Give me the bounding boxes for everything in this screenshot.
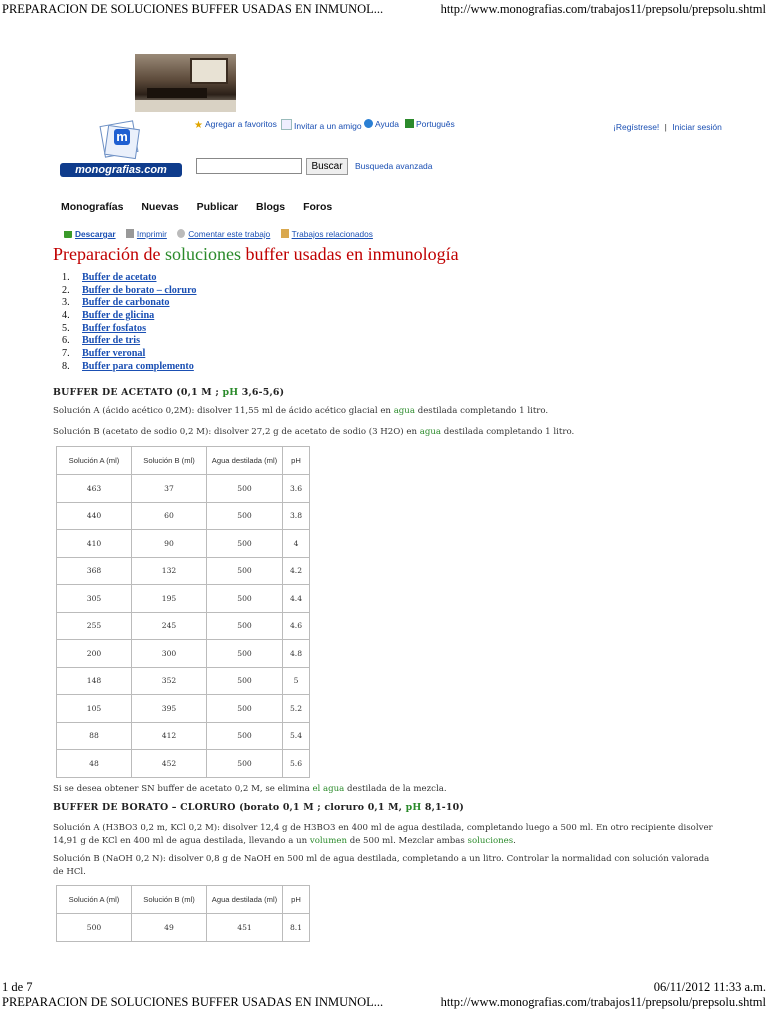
print-header-title: PREPARACION DE SOLUCIONES BUFFER USADAS EN INMUNOL... — [2, 995, 384, 1009]
soluciones-link[interactable]: soluciones — [467, 836, 514, 846]
agua-link[interactable]: agua — [419, 427, 442, 437]
table-cell: 368 — [57, 557, 132, 585]
borato-solution-b: Solución B (NaOH 0,2 N): disolver 0,8 g de NaOH en 500 ml de agua destilada, completando a un litro. Controlar la normalidad con solución valorada de HCl. — [53, 854, 710, 877]
column-header: pH — [283, 886, 310, 914]
download-label: Descargar — [75, 229, 116, 239]
column-header: Agua destilada (ml) — [207, 886, 283, 914]
envelope-icon — [281, 119, 292, 130]
help-label: Ayuda — [375, 119, 399, 129]
related-link[interactable] — [281, 229, 377, 239]
table-cell: 200 — [57, 640, 132, 668]
heading-text: 3,6-5,6) — [238, 387, 285, 398]
acetato-solution-a — [53, 405, 713, 418]
toc-item — [62, 272, 197, 285]
nav-blogs[interactable]: Blogs — [255, 201, 286, 213]
toc-number: 7. — [62, 348, 70, 360]
table-cell: 463 — [57, 475, 132, 503]
table-cell: 500 — [57, 914, 132, 942]
table-cell: 500 — [207, 557, 283, 585]
para-text: de 500 ml. Mezclar ambas — [347, 836, 468, 846]
toc-number: 8. — [62, 360, 70, 372]
favorites-label: Agregar a favoritos — [205, 119, 277, 129]
toc-number: 5. — [62, 322, 70, 334]
borato-solution-a — [53, 822, 713, 848]
invite-label: Invitar a un amigo — [294, 121, 362, 131]
table-cell: 4.6 — [283, 612, 310, 640]
table-cell: 8.1 — [283, 914, 310, 942]
table-row — [57, 530, 310, 558]
account-links — [613, 122, 722, 132]
table-cell: 500 — [207, 502, 283, 530]
table-cell: 148 — [57, 667, 132, 695]
comment-label: Comentar este trabajo — [188, 229, 271, 239]
column-header: pH — [283, 447, 310, 475]
table-cell: 500 — [207, 585, 283, 613]
related-label: Trabajos relacionados — [291, 229, 373, 239]
acetato-solution-b — [53, 426, 713, 439]
table-cell: 255 — [57, 612, 132, 640]
table-cell: 4.4 — [283, 585, 310, 613]
para-text: destilada completando 1 litro. — [414, 406, 549, 416]
toc-item — [62, 297, 197, 310]
toc-number: 6. — [62, 335, 70, 347]
borato-table — [56, 885, 310, 942]
para-text: Solución A (ácido acético 0,2M): disolver 11,55 ml de ácido acético glacial en — [53, 406, 394, 416]
toc-item — [62, 323, 197, 336]
print-datetime: 06/11/2012 11:33 a.m. — [653, 980, 766, 994]
column-header: Solución A (ml) — [57, 886, 132, 914]
favorites-link[interactable] — [194, 119, 277, 129]
nav-nuevas[interactable]: Nuevas — [141, 201, 179, 213]
page-title — [53, 244, 459, 265]
table-row — [57, 750, 310, 778]
table-cell: 352 — [132, 667, 207, 695]
table-cell: 5.4 — [283, 722, 310, 750]
account-separator: | — [664, 122, 667, 132]
logo-text: monografias.com — [60, 163, 182, 177]
table-row — [57, 612, 310, 640]
toc-number: 1. — [62, 272, 70, 283]
table-cell: 3.8 — [283, 502, 310, 530]
toc-item — [62, 348, 197, 361]
site-logo[interactable] — [60, 121, 182, 179]
banner-photo — [135, 54, 236, 112]
volumen-link[interactable]: volumen — [309, 836, 347, 846]
nav-foros[interactable]: Foros — [303, 201, 333, 213]
para-text: . — [513, 836, 516, 846]
table-cell: 105 — [57, 695, 132, 723]
toc-link[interactable]: Buffer de acetato — [82, 272, 157, 283]
print-header-title: PREPARACION DE SOLUCIONES BUFFER USADAS EN INMUNOL... — [2, 2, 384, 16]
page-number: 1 de 7 — [2, 980, 33, 994]
acetato-note — [53, 783, 713, 796]
table-row — [57, 695, 310, 723]
register-link[interactable]: ¡Regístrese! — [613, 122, 660, 132]
column-header: Solución A (ml) — [57, 447, 132, 475]
table-cell: 88 — [57, 722, 132, 750]
para-text: destilada completando 1 litro. — [441, 427, 575, 437]
table-cell: 245 — [132, 612, 207, 640]
download-link[interactable] — [64, 229, 120, 239]
flag-icon — [405, 119, 414, 128]
para-text: destilada de la mezcla. — [344, 784, 447, 794]
print-label: Imprimir — [136, 229, 167, 239]
table-cell: 452 — [132, 750, 207, 778]
main-nav — [61, 201, 347, 213]
acetato-table — [56, 446, 310, 778]
title-part-3: buffer usadas en inmunología — [240, 244, 459, 264]
logo-m-icon: m — [114, 129, 130, 145]
login-link[interactable]: Iniciar sesión — [672, 122, 722, 132]
advanced-search-link[interactable]: Busqueda avanzada — [355, 161, 433, 171]
table-cell: 395 — [132, 695, 207, 723]
agua-link[interactable]: agua — [393, 406, 415, 416]
star-icon: ★ — [194, 120, 203, 131]
search-input[interactable] — [196, 158, 302, 174]
table-row — [57, 557, 310, 585]
table-cell: 305 — [57, 585, 132, 613]
table-cell: 500 — [207, 640, 283, 668]
table-cell: 90 — [132, 530, 207, 558]
toc-link[interactable]: Buffer veronal — [82, 348, 146, 360]
help-link[interactable] — [364, 119, 399, 129]
print-link[interactable] — [126, 229, 171, 239]
document-icon — [281, 229, 289, 238]
table-cell: 440 — [57, 502, 132, 530]
agua-link[interactable]: el agua — [312, 784, 345, 794]
table-row — [57, 722, 310, 750]
table-cell: 500 — [207, 695, 283, 723]
table-cell: 195 — [132, 585, 207, 613]
toc-link[interactable]: Buffer de tris — [82, 335, 141, 347]
table-cell: 412 — [132, 722, 207, 750]
table-row — [57, 640, 310, 668]
comment-icon — [177, 229, 185, 238]
invite-link[interactable] — [281, 119, 362, 131]
table-cell: 4.8 — [283, 640, 310, 668]
toc-item — [62, 310, 197, 323]
table-row — [57, 502, 310, 530]
table-cell: 5.2 — [283, 695, 310, 723]
heading-text: BUFFER DE ACETATO (0,1 M ; — [53, 387, 223, 398]
action-bar — [64, 229, 381, 239]
help-icon — [364, 119, 373, 128]
para-text: Solución A (H3BO3 0,2 m, KCl 0,2 M): disolver 12,4 g de H3BO3 en 400 ml de agua destilada, completando luego a 500 ml. En otro recipiente disolver 14,91 g de KCl en 400 ml de agua destilada, llevando a un — [53, 823, 713, 846]
table-row — [57, 914, 310, 942]
portuguese-label: Português — [416, 119, 455, 129]
para-text: Solución B (acetato de sodio 0,2 M): disolver 27,2 g de acetato de sodio (3 H2O) en — [53, 427, 420, 437]
table-cell: 500 — [207, 750, 283, 778]
section-heading-borato — [53, 802, 464, 813]
table-cell: 300 — [132, 640, 207, 668]
print-header-url: http://www.monografias.com/trabajos11/prepsolu/prepsolu.shtml — [440, 2, 766, 16]
printer-icon — [126, 229, 134, 238]
table-cell: 37 — [132, 475, 207, 503]
column-header: Solución B (ml) — [132, 886, 207, 914]
table-cell: 60 — [132, 502, 207, 530]
search-button[interactable]: Buscar — [306, 158, 348, 175]
toc-link[interactable]: Buffer de borato – cloruro — [82, 284, 197, 296]
table-cell: 500 — [207, 722, 283, 750]
toc-link[interactable]: Buffer de glicina — [82, 310, 155, 322]
section-heading-acetato — [53, 387, 284, 398]
table-cell: 500 — [207, 667, 283, 695]
table-cell: 132 — [132, 557, 207, 585]
column-header: Agua destilada (ml) — [207, 447, 283, 475]
nav-monografias[interactable]: Monografías — [61, 201, 124, 213]
nav-publicar[interactable]: Publicar — [196, 201, 239, 213]
table-cell: 451 — [207, 914, 283, 942]
table-cell: 500 — [207, 475, 283, 503]
ph-link[interactable]: pH — [222, 387, 239, 398]
title-part-1: Preparación de — [53, 244, 165, 264]
download-icon — [64, 229, 72, 238]
comment-link[interactable] — [177, 229, 274, 239]
toc-item — [62, 335, 197, 348]
table-row — [57, 475, 310, 503]
table-of-contents — [62, 272, 197, 374]
table-cell: 3.6 — [283, 475, 310, 503]
table-cell: 500 — [207, 530, 283, 558]
table-cell: 5 — [283, 667, 310, 695]
table-cell: 500 — [207, 612, 283, 640]
toc-item — [62, 285, 197, 298]
table-cell: 49 — [132, 914, 207, 942]
table-cell: 4.2 — [283, 557, 310, 585]
table-header-row — [57, 447, 310, 475]
toc-number: 2. — [62, 284, 70, 296]
table-cell: 4 — [283, 530, 310, 558]
title-link-soluciones[interactable]: soluciones — [164, 244, 241, 264]
print-header-url: http://www.monografias.com/trabajos11/prepsolu/prepsolu.shtml — [440, 995, 766, 1009]
toc-number: 4. — [62, 310, 70, 322]
ph-link[interactable]: pH — [405, 802, 422, 813]
toc-item — [62, 361, 197, 374]
toc-link[interactable]: Buffer fosfatos — [82, 322, 147, 334]
table-header-row — [57, 886, 310, 914]
table-row — [57, 667, 310, 695]
toc-link[interactable]: Buffer de carbonato — [82, 297, 170, 309]
table-cell: 410 — [57, 530, 132, 558]
table-cell: 5.6 — [283, 750, 310, 778]
table-row — [57, 585, 310, 613]
heading-text: BUFFER DE BORATO – CLORURO (borato 0,1 M ; cloruro 0,1 M, — [53, 802, 406, 813]
column-header: Solución B (ml) — [132, 447, 207, 475]
heading-text: 8,1-10) — [421, 802, 464, 813]
table-cell: 48 — [57, 750, 132, 778]
toc-link[interactable]: Buffer para complemento — [82, 360, 194, 372]
para-text: Si se desea obtener SN buffer de acetato 0,2 M, se elimina — [53, 784, 313, 794]
portuguese-link[interactable] — [405, 119, 455, 129]
toc-number: 3. — [62, 297, 70, 309]
